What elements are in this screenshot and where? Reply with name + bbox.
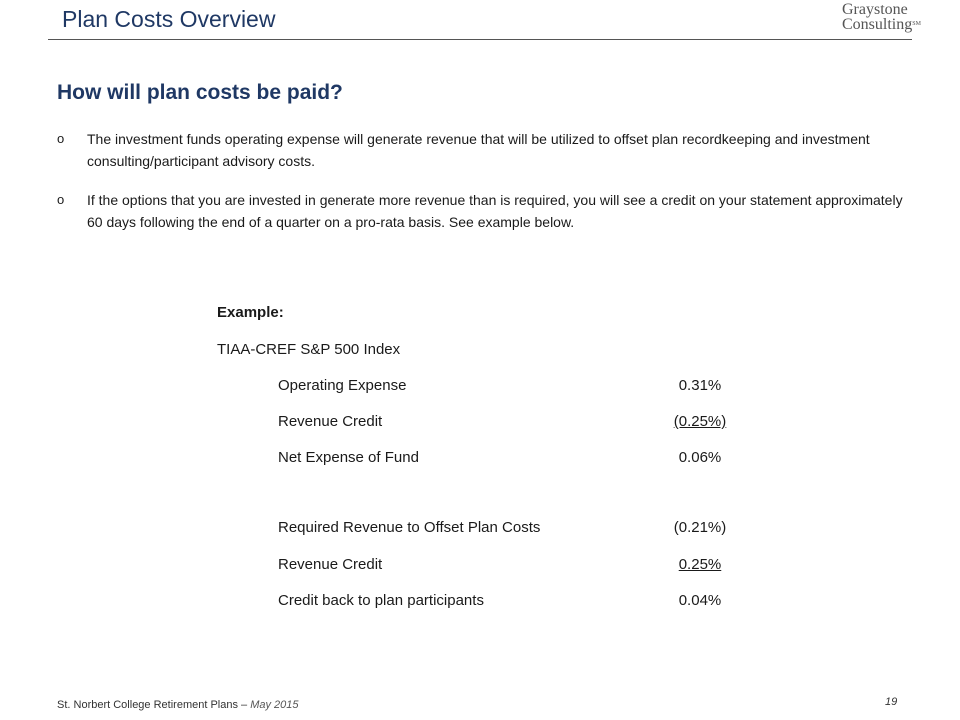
example-row [278, 592, 738, 616]
row-value: 0.06% [678, 449, 722, 466]
row-label: Net Expense of Fund [278, 449, 419, 466]
example-title: Example: [217, 304, 284, 321]
row-label: Revenue Credit [278, 413, 383, 430]
row-label: Revenue Credit [278, 556, 383, 573]
section-heading: How will plan costs be paid? [57, 81, 343, 104]
page-number: 19 [885, 696, 898, 708]
bullet-mark: o [57, 131, 65, 146]
footer-text [57, 699, 299, 711]
row-value: (0.25%) [673, 413, 727, 430]
row-value: (0.21%) [673, 519, 727, 536]
bullet-item [57, 189, 917, 235]
bullet-text: If the options that you are invested in generate more revenue than is required, you will see a credit on your statement approximately 60 days following the end of a quarter on a pro-rata basis. See example below. [87, 192, 903, 230]
logo-line-1: Graystone [842, 1, 908, 18]
footer-separator: – [241, 699, 248, 711]
header-divider [48, 39, 912, 40]
row-label: Credit back to plan participants [278, 592, 484, 609]
example-row [278, 377, 738, 401]
example-fund-name: TIAA-CREF S&P 500 Index [217, 341, 401, 358]
bullet-mark: o [57, 192, 65, 207]
example-row [278, 413, 738, 437]
row-label: Operating Expense [278, 377, 407, 394]
row-value: 0.25% [678, 556, 722, 573]
footer-date: May 2015 [250, 699, 299, 711]
page-title: Plan Costs Overview [62, 6, 276, 32]
logo-line-2: Consulting℠ [842, 16, 921, 33]
footer-org: St. Norbert College Retirement Plans [57, 699, 238, 711]
row-value: 0.04% [678, 592, 722, 609]
example-row [278, 449, 738, 473]
example-row [278, 556, 738, 580]
bullet-item [57, 128, 917, 174]
bullet-text: The investment funds operating expense will generate revenue that will be utilized to offset plan recordkeeping and investment consulting/participant advisory costs. [87, 131, 870, 169]
example-row [278, 519, 738, 543]
row-value: 0.31% [678, 377, 722, 394]
graystone-logo [842, 1, 921, 33]
row-label: Required Revenue to Offset Plan Costs [278, 519, 541, 536]
